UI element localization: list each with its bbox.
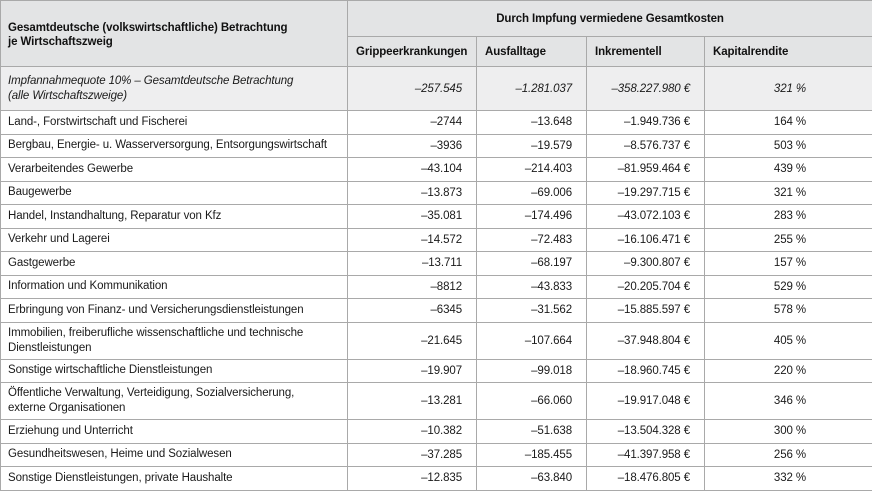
sector-name-line: Erziehung und Unterricht <box>8 424 133 437</box>
table-row <box>1 111 872 135</box>
sector-name-line: Sonstige Dienstleistungen, private Haushalte <box>8 471 233 484</box>
cell-inkrementell: –20.205.704 € <box>587 275 705 299</box>
cell-grippeerkrankungen: –19.907 <box>348 359 477 383</box>
table-row <box>1 275 872 299</box>
sector-name <box>1 383 348 420</box>
cell-grippeerkrankungen: –3936 <box>348 134 477 158</box>
summary-label-line2: (alle Wirtschaftszweige) <box>8 89 127 102</box>
sector-name-line: Gesundheitswesen, Heime und Sozialwesen <box>8 448 232 461</box>
cell-ausfalltage: –51.638 <box>477 420 587 444</box>
cell-inkrementell: –81.959.464 € <box>587 158 705 182</box>
column-header-grippeerkrankungen: Grippeerkrankungen <box>348 37 477 67</box>
cell-kapitalrendite: 405 % <box>705 322 872 359</box>
table-row <box>1 383 872 420</box>
cell-ausfalltage: –99.018 <box>477 359 587 383</box>
cell-ausfalltage: –63.840 <box>477 467 587 491</box>
column-header-inkrementell: Inkrementell <box>587 37 705 67</box>
cell-grippeerkrankungen: –10.382 <box>348 420 477 444</box>
table-row <box>1 420 872 444</box>
table-row <box>1 443 872 467</box>
sector-name-line: Bergbau, Energie- u. Wasserversorgung, Entsorgungswirtschaft <box>8 139 327 152</box>
cell-ausfalltage: –68.197 <box>477 252 587 276</box>
sector-name <box>1 111 348 135</box>
cell-grippeerkrankungen: –12.835 <box>348 467 477 491</box>
cell-grippeerkrankungen: –13.281 <box>348 383 477 420</box>
cell-grippeerkrankungen: –13.711 <box>348 252 477 276</box>
cell-kapitalrendite: 157 % <box>705 252 872 276</box>
sector-name <box>1 205 348 229</box>
sector-name-line: Erbringung von Finanz- und Versicherungsdienstleistungen <box>8 303 304 316</box>
sector-name-line: Gastgewerbe <box>8 256 76 269</box>
cell-inkrementell: –18.476.805 € <box>587 467 705 491</box>
sector-name <box>1 322 348 359</box>
cell-inkrementell: –18.960.745 € <box>587 359 705 383</box>
sector-name-line: Verkehr und Lagerei <box>8 233 110 246</box>
cell-kapitalrendite: 256 % <box>705 443 872 467</box>
cell-kapitalrendite: 283 % <box>705 205 872 229</box>
cell-ausfalltage: –214.403 <box>477 158 587 182</box>
cell-grippeerkrankungen: –2744 <box>348 111 477 135</box>
cell-kapitalrendite: 346 % <box>705 383 872 420</box>
sector-name-line: Baugewerbe <box>8 186 72 199</box>
cell-kapitalrendite: 332 % <box>705 467 872 491</box>
cell-grippeerkrankungen: –6345 <box>348 299 477 323</box>
cell-inkrementell: –16.106.471 € <box>587 228 705 252</box>
table-row <box>1 252 872 276</box>
group-header: Durch Impfung vermiedene Gesamtkosten <box>348 1 872 37</box>
cell-ausfalltage: –31.562 <box>477 299 587 323</box>
cell-ausfalltage: –174.496 <box>477 205 587 229</box>
cell-inkrementell: –1.949.736 € <box>587 111 705 135</box>
column-header-kapitalrendite: Kapitalrendite <box>705 37 872 67</box>
cell-grippeerkrankungen: –37.285 <box>348 443 477 467</box>
cell-inkrementell: –8.576.737 € <box>587 134 705 158</box>
cell-ausfalltage: –72.483 <box>477 228 587 252</box>
cell-kapitalrendite: 164 % <box>705 111 872 135</box>
cell-inkrementell: –19.917.048 € <box>587 383 705 420</box>
table-row <box>1 322 872 359</box>
cell-kapitalrendite: 220 % <box>705 359 872 383</box>
cell-ausfalltage: –69.006 <box>477 181 587 205</box>
summary-kapitalrendite: 321 % <box>705 67 872 111</box>
sector-name <box>1 134 348 158</box>
cell-grippeerkrankungen: –21.645 <box>348 322 477 359</box>
summary-grippeerkrankungen: –257.545 <box>348 67 477 111</box>
cell-ausfalltage: –66.060 <box>477 383 587 420</box>
sector-name-line: externe Organisationen <box>8 402 126 414</box>
table-row <box>1 228 872 252</box>
cell-kapitalrendite: 300 % <box>705 420 872 444</box>
sector-name-line: Verarbeitendes Gewerbe <box>8 162 134 175</box>
sector-name <box>1 275 348 299</box>
table-row <box>1 467 872 491</box>
cell-grippeerkrankungen: –14.572 <box>348 228 477 252</box>
sector-name-line: Immobilien, freiberufliche wissenschaftliche und technische <box>8 326 304 339</box>
summary-row <box>1 67 872 111</box>
cell-grippeerkrankungen: –43.104 <box>348 158 477 182</box>
table-row <box>1 134 872 158</box>
cell-inkrementell: –43.072.103 € <box>587 205 705 229</box>
row-label-line2: je Wirtschaftszweig <box>8 35 113 48</box>
sector-name <box>1 420 348 444</box>
summary-label-line1: Impfannahmequote 10% – Gesamtdeutsche Betrachtung <box>8 74 294 87</box>
sector-name-line: Handel, Instandhaltung, Reparatur von Kfz <box>8 209 222 222</box>
sector-name-line: Dienstleistungen <box>8 341 92 354</box>
cell-kapitalrendite: 578 % <box>705 299 872 323</box>
sector-name <box>1 252 348 276</box>
cell-kapitalrendite: 321 % <box>705 181 872 205</box>
sector-name-line: Sonstige wirtschaftliche Dienstleistungen <box>8 364 213 377</box>
sector-name <box>1 299 348 323</box>
table-row <box>1 158 872 182</box>
sector-name-line: Information und Kommunikation <box>8 280 168 293</box>
sector-name <box>1 228 348 252</box>
cell-ausfalltage: –13.648 <box>477 111 587 135</box>
cell-inkrementell: –13.504.328 € <box>587 420 705 444</box>
sector-name <box>1 359 348 383</box>
summary-ausfalltage: –1.281.037 <box>477 67 587 111</box>
cell-grippeerkrankungen: –13.873 <box>348 181 477 205</box>
header-row-top <box>1 1 872 37</box>
cell-kapitalrendite: 503 % <box>705 134 872 158</box>
table-row <box>1 299 872 323</box>
row-label-line1: Gesamtdeutsche (volkswirtschaftliche) Betrachtung <box>8 21 288 34</box>
cell-ausfalltage: –43.833 <box>477 275 587 299</box>
cell-grippeerkrankungen: –8812 <box>348 275 477 299</box>
cell-ausfalltage: –19.579 <box>477 134 587 158</box>
summary-inkrementell: –358.227.980 € <box>587 67 705 111</box>
cell-kapitalrendite: 439 % <box>705 158 872 182</box>
cell-inkrementell: –15.885.597 € <box>587 299 705 323</box>
sector-name <box>1 158 348 182</box>
cell-inkrementell: –37.948.804 € <box>587 322 705 359</box>
summary-label <box>1 67 348 111</box>
sector-name-line: Öffentliche Verwaltung, Verteidigung, Sozialversicherung, <box>8 387 295 399</box>
cell-inkrementell: –41.397.958 € <box>587 443 705 467</box>
cell-ausfalltage: –185.455 <box>477 443 587 467</box>
table-row <box>1 205 872 229</box>
sector-name <box>1 443 348 467</box>
cell-inkrementell: –9.300.807 € <box>587 252 705 276</box>
table-row <box>1 181 872 205</box>
table-row <box>1 359 872 383</box>
sector-name-line: Land-, Forstwirtschaft und Fischerei <box>8 115 188 128</box>
cell-kapitalrendite: 255 % <box>705 228 872 252</box>
cell-kapitalrendite: 529 % <box>705 275 872 299</box>
cell-inkrementell: –19.297.715 € <box>587 181 705 205</box>
sector-name <box>1 467 348 491</box>
column-header-ausfalltage: Ausfalltage <box>477 37 587 67</box>
row-label-header <box>1 1 348 67</box>
cell-ausfalltage: –107.664 <box>477 322 587 359</box>
sector-name <box>1 181 348 205</box>
cell-grippeerkrankungen: –35.081 <box>348 205 477 229</box>
